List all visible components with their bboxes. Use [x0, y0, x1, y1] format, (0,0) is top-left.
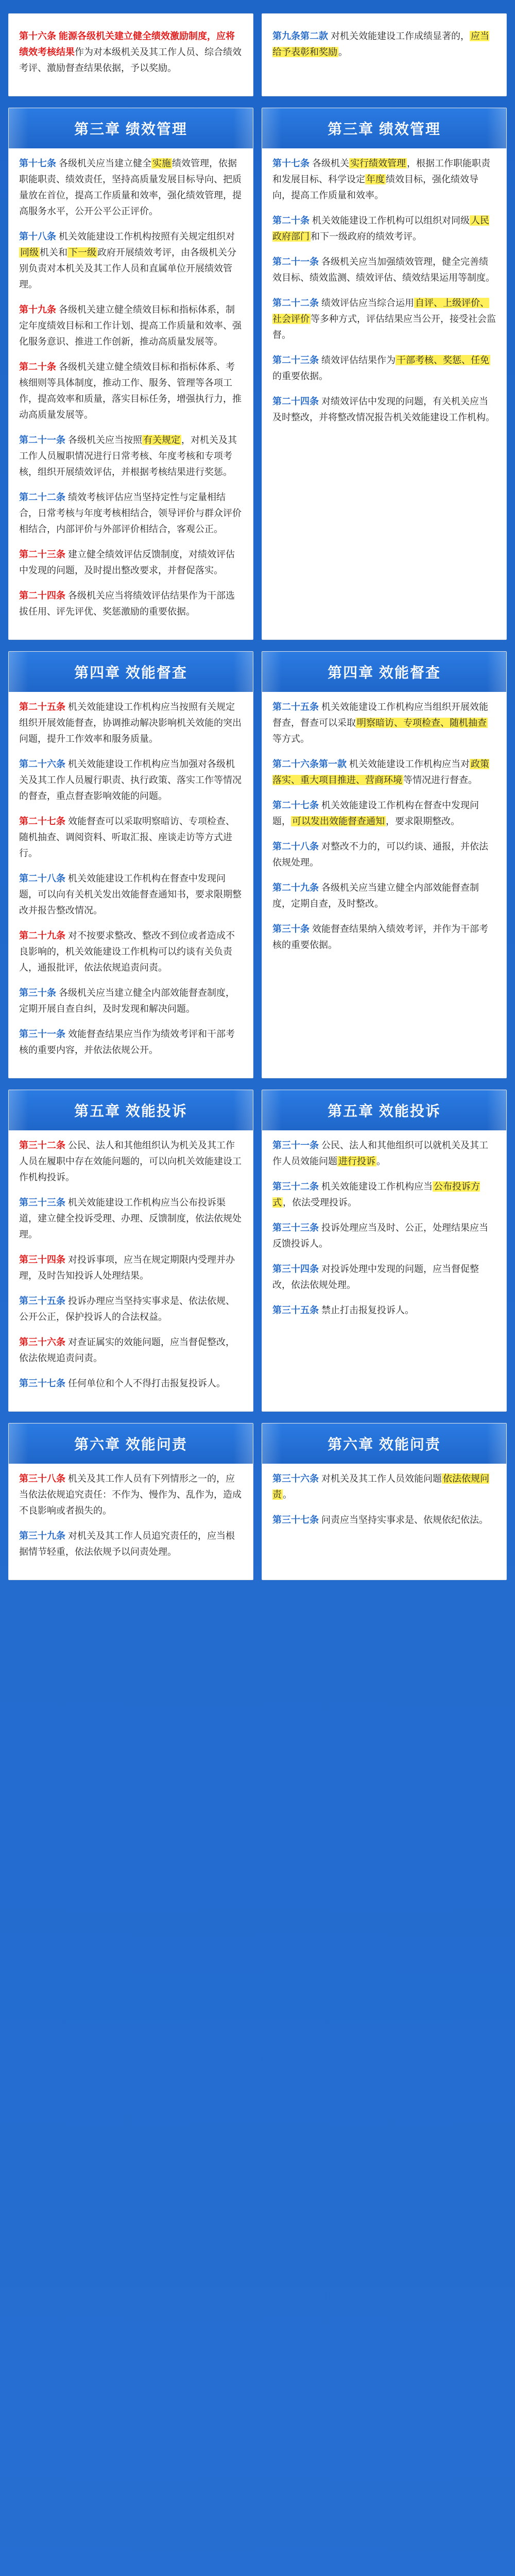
right-paragraph: 第三十七条 问责应当坚持实事求是、依规依纪依法。 — [272, 1515, 488, 1525]
right-paragraph: 第二十五条 机关效能建设工作机构应当组织开展效能督查，督查可以采取 明察暗访、专项检查、随机抽查等方式。 — [272, 702, 488, 744]
right-column — [262, 13, 507, 96]
right-column — [262, 108, 507, 640]
left-column — [8, 1090, 253, 1412]
right-column — [262, 1090, 507, 1412]
right-paragraph: 第二十八条 对整改不力的，可以约谈、通报，并依法依规处理。 — [272, 841, 488, 868]
left-paragraph: 第三十八条 机关及其工作人员有下列情形之一的，应当依法依规追究责任：不作为、慢作为、乱作为，造成不良影响或者损失的。 — [19, 1473, 242, 1516]
right-chapter-title: 第五章 效能投诉 — [262, 1090, 506, 1130]
left-paragraph: 第二十二条 绩效考核评估应当坚持定性与定量相结合，日常考核与年度考核相结合，领导评价与群众评价相结合，内部评价与外部评价相结合，客观公正。 — [19, 492, 242, 534]
left-column — [8, 13, 253, 96]
left-paragraph: 第二十八条 机关效能建设工作机构在督查中发现问题，可以向有关机关发出效能督查通知书，要求限期整改并报告整改情况。 — [19, 873, 242, 916]
left-paragraph: 第十六条 能源各级机关建立健全绩效激励制度，应将绩效考核结果作为对本级机关及其工作人员、综合绩效考评、激励督查结果依据，予以奖励。 — [19, 31, 242, 73]
left-chapter-title: 第五章 效能投诉 — [9, 1090, 253, 1130]
right-chapter-title: 第六章 效能问责 — [262, 1423, 506, 1464]
left-paragraph: 第二十三条 建立健全绩效评估反馈制度，对绩效评估中发现的问题，及时提出整改要求，并督促落实。 — [19, 549, 235, 575]
section-3 — [8, 651, 507, 1078]
right-chapter-title: 第三章 绩效管理 — [262, 108, 506, 148]
left-paragraph: 第二十四条 各级机关应当将绩效评估结果作为干部选拔任用、评先评优、奖惩激励的重要依据。 — [19, 590, 235, 617]
left-column — [8, 651, 253, 1078]
right-chapter-title: 第四章 效能督查 — [262, 652, 506, 692]
right-paragraph: 第二十九条 各级机关应当建立健全内部效能督查制度，定期自查，及时整改。 — [272, 883, 479, 909]
left-paragraph: 第二十七条 效能督查可以采取明察暗访、专项检查、随机抽查、调阅资料、听取汇报、座谈走访等方式进行。 — [19, 816, 235, 858]
right-paragraph: 第三十四条 对投诉处理中发现的问题，应当督促整改，依法依规处理。 — [272, 1264, 479, 1290]
left-paragraph: 第三十三条 机关效能建设工作机构应当公布投诉渠道，建立健全投诉受理、办理、反馈制度，依法依规处理。 — [19, 1197, 242, 1240]
right-paragraph: 第三十三条 投诉处理应当及时、公正，处理结果应当反馈投诉人。 — [272, 1223, 488, 1249]
left-paragraph: 第二十九条 对不按要求整改、整改不到位或者造成不良影响的，机关效能建设工作机构可以约谈有关负责人，通报批评，依法依规追责问责。 — [19, 930, 235, 973]
left-column — [8, 108, 253, 640]
right-paragraph: 第三十二条 机关效能建设工作机构应当 公布投诉方式 ，依法受理投诉。 — [272, 1181, 480, 1208]
right-paragraph: 第三十一条 公民、法人和其他组织可以就机关及其工作人员效能问题 进行投诉 。 — [272, 1140, 488, 1166]
left-paragraph: 第三十四条 对投诉事项，应当在规定期限内受理并办理，及时告知投诉人处理结果。 — [19, 1255, 235, 1281]
right-paragraph: 第二十三条 绩效评估结果作为 干部考核、奖惩、任免的重要依据。 — [272, 355, 490, 381]
right-paragraph: 第二十四条 对绩效评估中发现的问题，有关机关应当及时整改，并将整改情况报告机关效能建设工作机构。 — [272, 396, 495, 422]
right-paragraph: 第二十一条 各级机关应当加强绩效管理，健全完善绩效目标、绩效监测、绩效评估、绩效结果运用等制度。 — [272, 257, 495, 283]
left-chapter-title: 第三章 绩效管理 — [9, 108, 253, 148]
top-spacer — [19, 23, 243, 28]
left-paragraph: 第三十一条 效能督查结果应当作为绩效考评和干部考核的重要内容，并依法依规公开。 — [19, 1029, 235, 1055]
left-paragraph: 第三十九条 对机关及其工作人员追究责任的，应当根据情节轻重，依法依规予以问责处理。 — [19, 1531, 235, 1557]
left-chapter-title: 第四章 效能督查 — [9, 652, 253, 692]
left-paragraph: 第三十六条 对查证属实的效能问题，应当督促整改，依法依规追责问责。 — [19, 1337, 235, 1363]
left-paragraph: 第十七条 各级机关应当建立健全 实施 绩效管理，依据职能职责、绩效责任，坚持高质量发展目标导向、把质量放在首位，提高工作质量和效率，强化绩效管理，提高服务水平，公开公平公正评价。 — [19, 158, 242, 216]
right-column — [262, 1423, 507, 1580]
right-paragraph: 第三十五条 禁止打击报复投诉人。 — [272, 1305, 414, 1315]
left-paragraph: 第二十六条 机关效能建设工作机构应当加强对各级机关及其工作人员履行职责、执行政策、落实工作等情况的督查，重点督查影响效能的问题。 — [19, 759, 242, 801]
left-paragraph: 第二十一条 各级机关应当按照 有关规定 ，对机关及其工作人员履职情况进行日常考核、年度考核和专项考核，组织开展绩效评估，并根据考核结果进行奖惩。 — [19, 435, 237, 477]
left-paragraph: 第三十七条 任何单位和个人不得打击报复投诉人。 — [19, 1378, 226, 1388]
right-paragraph: 第三十条 效能督查结果纳入绩效考评，并作为干部考核的重要依据。 — [272, 924, 488, 950]
section-5 — [8, 1423, 507, 1580]
section-4 — [8, 1090, 507, 1412]
right-paragraph: 第十七条 各级机关 实行绩效管理 ，根据工作职能职责和发展目标、科学设定 年度 绩效目标，强化绩效导向，提高工作质量和效率。 — [272, 158, 491, 200]
right-paragraph: 第三十六条 对机关及其工作人员效能问题 依法依规问责 。 — [272, 1473, 489, 1500]
left-paragraph: 第十八条 机关效能建设工作机构按照有关规定组织对同级 机关和 下一级 政府开展绩效考评，由各级机关分别负责对本机关及其工作人员和直属单位开展绩效管理。 — [19, 231, 236, 290]
right-paragraph: 第二十二条 绩效评估应当综合运用 自评、上级评价、社会评价 等多种方式，评估结果应当公开，接受社会监督。 — [272, 298, 496, 340]
left-paragraph: 第二十五条 机关效能建设工作机构应当按照有关规定组织开展效能督查，协调推动解决影响机关效能的突出问题，提升工作效率和服务质量。 — [19, 702, 242, 744]
left-chapter-title: 第六章 效能问责 — [9, 1423, 253, 1464]
section-2 — [8, 108, 507, 640]
right-paragraph: 第二十条 机关效能建设工作机构可以组织对同级 人民政府部门 和下一级政府的绩效考评。 — [272, 215, 489, 242]
section-1 — [8, 13, 507, 96]
left-paragraph: 第三十五条 投诉办理应当坚持实事求是、依法依规、公开公正，保护投诉人的合法权益。 — [19, 1296, 235, 1322]
left-paragraph: 第十九条 各级机关建立健全绩效目标和指标体系，制定年度绩效目标和工作计划、提高工作质量和效率、强化服务意识、推进工作创新，推动高质量发展等。 — [19, 304, 242, 347]
left-column — [8, 1423, 253, 1580]
right-paragraph: 第二十七条 机关效能建设工作机构在督查中发现问题， 可以发出效能督查通知 ，要求限期整改。 — [272, 800, 479, 826]
right-paragraph: 第九条第二款 对机关效能建设工作成绩显著的， 应当给予表彰和奖励 。 — [272, 31, 489, 57]
right-column — [262, 651, 507, 1078]
right-paragraph: 第二十六条第一款 机关效能建设工作机构应当对 政策落实、重大项目推进、营商环境 等情况进行督查。 — [272, 759, 489, 785]
left-paragraph: 第三十二条 公民、法人和其他组织认为机关及其工作人员在履职中存在效能问题的，可以向机关效能建设工作机构投诉。 — [19, 1140, 242, 1182]
left-paragraph: 第三十条 各级机关应当建立健全内部效能督查制度，定期开展自查自纠，及时发现和解决问题。 — [19, 988, 235, 1014]
top-spacer — [272, 23, 496, 28]
left-paragraph: 第二十条 各级机关建立健全绩效目标和指标体系、考核细则等具体制度，推动工作、服务、管理等各项工作，提高效率和质量，落实目标任务，增强执行力，推动高质量发展等。 — [19, 362, 242, 420]
